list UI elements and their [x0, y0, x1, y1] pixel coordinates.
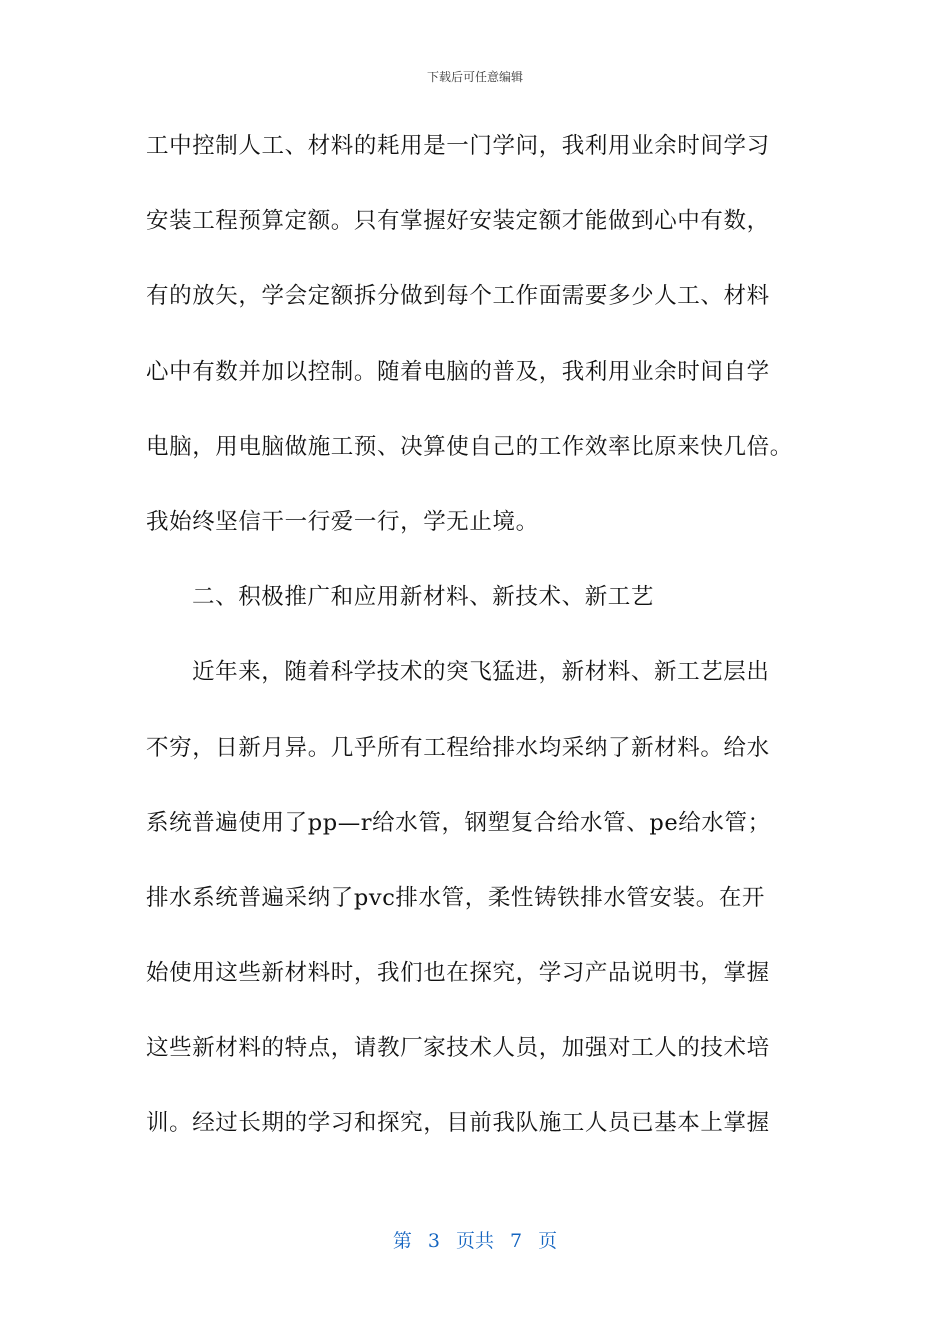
text-line: 始使用这些新材料时，我们也在探究，学习产品说明书，掌握: [146, 960, 770, 987]
section-heading: 二、积极推广和应用新材料、新技术、新工艺: [192, 584, 655, 611]
footer-prefix: 第: [392, 1230, 412, 1252]
text-line: 心中有数并加以控制。随着电脑的普及，我利用业余时间自学: [146, 358, 770, 385]
text-line: 有的放矢，学会定额拆分做到每个工作面需要多少人工、材料: [146, 283, 770, 310]
header-note: 下载后可任意编辑: [426, 70, 523, 84]
text-line: 工中控制人工、材料的耗用是一门学问，我利用业余时间学习: [146, 133, 770, 159]
text-line: 不穷，日新月异。几乎所有工程给排水均采纳了新材料。给水: [146, 734, 770, 761]
text-line: 排水系统普遍采纳了pvc排水管，柔性铸铁排水管安装。在开: [146, 884, 766, 911]
text-line: 我始终坚信干一行爱一行，学无止境。: [146, 508, 539, 535]
text-line: 训。经过长期的学习和探究，目前我队施工人员已基本上掌握: [146, 1110, 770, 1137]
page-footer: [0, 1226, 950, 1253]
text-line: 近年来，随着科学技术的突飞猛进，新材料、新工艺层出: [192, 659, 770, 686]
total-page-count: 7: [510, 1230, 523, 1252]
document-body: [146, 124, 826, 1177]
footer-suffix: 页: [538, 1230, 558, 1252]
text-line: 电脑，用电脑做施工预、决算使自己的工作效率比原来快几倍。: [146, 433, 793, 460]
text-line: 这些新材料的特点，请教厂家技术人员，加强对工人的技术培: [146, 1035, 770, 1062]
footer-middle: 页共: [455, 1230, 494, 1252]
text-line: 安装工程预算定额。只有掌握好安装定额才能做到心中有数，: [146, 208, 770, 235]
current-page-number: 3: [427, 1230, 440, 1252]
text-line: 系统普遍使用了pp—r给水管，钢塑复合给水管、pe给水管；: [146, 809, 771, 836]
